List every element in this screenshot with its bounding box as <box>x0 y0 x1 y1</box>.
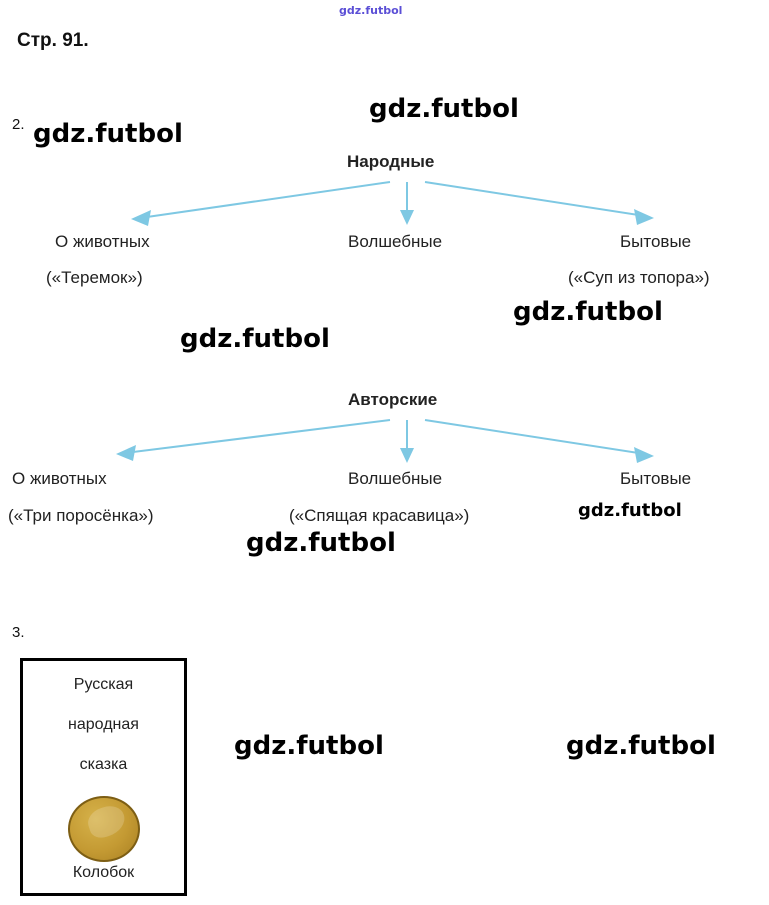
diagram-1-branch-1-label: О животных <box>55 232 150 251</box>
watermark-8: gdz.futbol <box>566 731 716 761</box>
book-title-line-1: Русская <box>73 676 134 693</box>
watermark-4: gdz.futbol <box>180 324 330 354</box>
watermark-7: gdz.futbol <box>234 731 384 761</box>
diagram-2-root: Авторские <box>348 390 438 409</box>
diagram-1-branch-2-label: Волшебные <box>348 232 443 251</box>
watermark-top: gdz.futbol <box>339 4 403 17</box>
kolobok-illustration <box>68 796 140 862</box>
diagram-2-branch-2-example: («Спящая красавица») <box>289 506 470 525</box>
book-cover <box>20 658 187 896</box>
watermark-2: gdz.futbol <box>33 119 183 149</box>
diagram-1-branch-3-example: («Суп из топора») <box>568 268 710 287</box>
diagram-1-branch-3-label: Бытовые <box>620 232 692 251</box>
diagram-1-root: Народные <box>347 152 435 171</box>
watermark-1: gdz.futbol <box>369 94 519 124</box>
book-title-line-4: Колобок <box>72 864 135 881</box>
diagram-2-branch-1-label: О животных <box>12 469 107 488</box>
task-number-3: 3. <box>12 624 25 641</box>
watermark-5: gdz.futbol <box>578 500 682 521</box>
diagram-2-branch-3-label: Бытовые <box>620 469 692 488</box>
task-number-2: 2. <box>12 116 25 133</box>
page-label: Стр. 91. <box>17 30 89 51</box>
diagram-2-branch-2-label: Волшебные <box>348 469 443 488</box>
watermark-6: gdz.futbol <box>246 528 396 558</box>
book-title-line-3: сказка <box>79 756 128 773</box>
book-title-line-2: народная <box>68 716 139 733</box>
diagram-1-branch-1-example: («Теремок») <box>46 268 143 287</box>
diagram-2-branch-1-example: («Три поросёнка») <box>8 506 154 525</box>
watermark-3: gdz.futbol <box>513 297 663 327</box>
